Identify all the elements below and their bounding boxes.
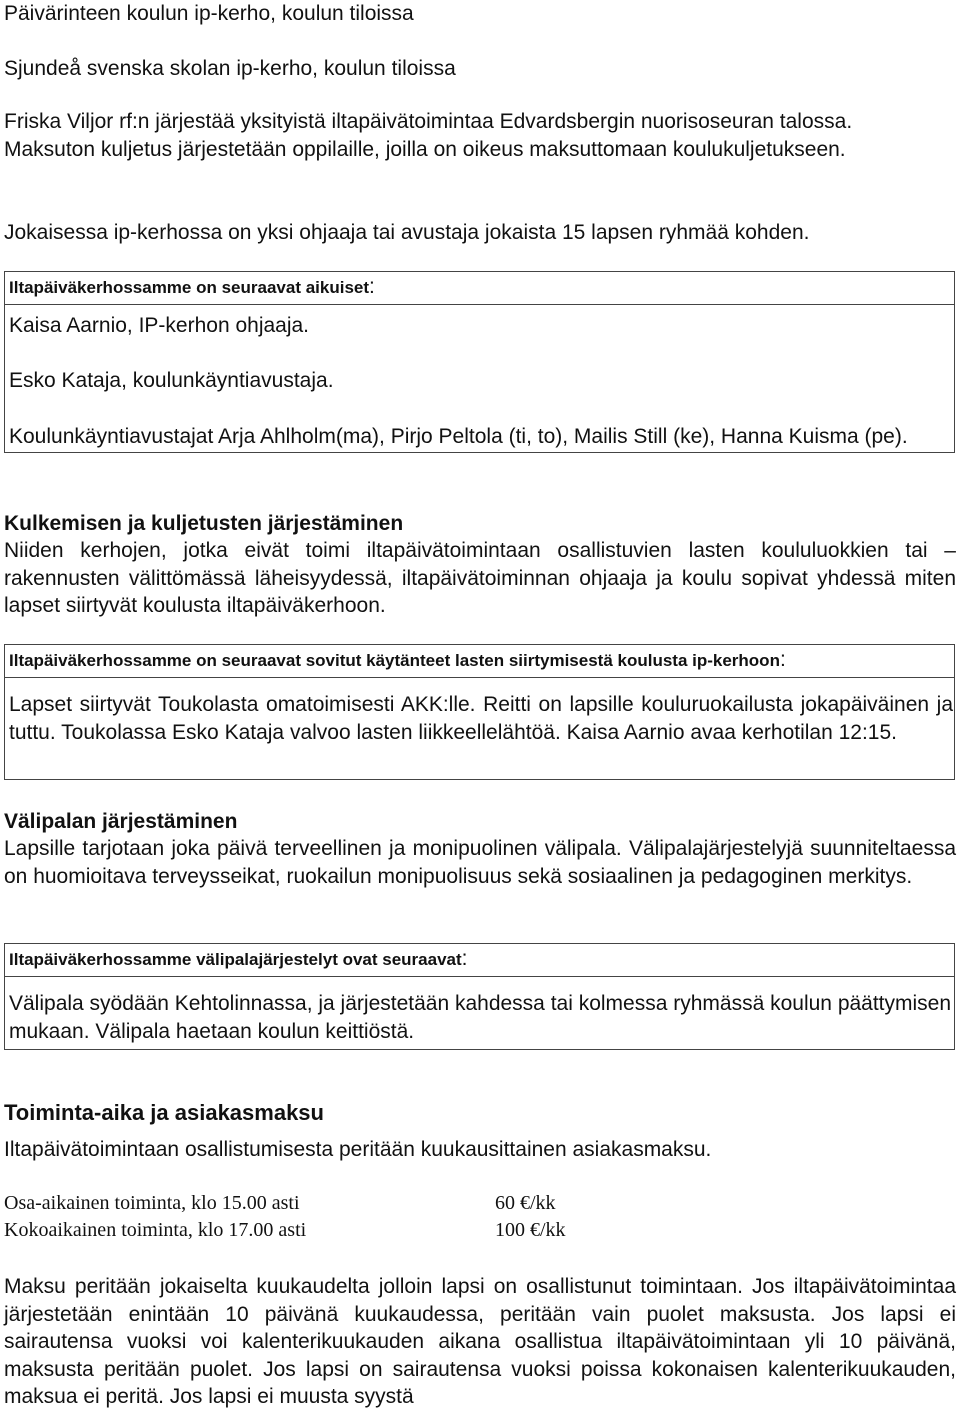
snack-box-title-text: Iltapäiväkerhossamme välipalajärjestelyt ovat seuraavat (9, 950, 462, 969)
fee-table (4, 1190, 566, 1244)
snack-box (4, 943, 955, 1050)
fees-text: Maksu peritään jokaiselta kuukaudelta jolloin lapsi on osallistunut toimintaan. Jos iltapäivätoimintaa järjestetään enintään 10 päivänä kuukaudessa, peritään vain puolet maksusta. Jos lapsi ei sairautensa vuoksi voi kalenterikuukauden aikana osallistua iltapäivätoimintaan yli 10 päivänä, maksusta peritään puolet. Jos lapsi on sairautensa vuoksi poissa kokonaisen kalenterikuukauden, maksua ei peritä. Jos lapsi ei muusta syystä (4, 1275, 956, 1408)
snack-box-text: Välipala syödään Kehtolinnassa, ja järjestetään kahdessa tai kolmessa ryhmässä koulun päättymisen mukaan. Välipala haetaan koulun keittiöstä. (9, 992, 952, 1043)
fees-heading: Toiminta-aika ja asiakasmaksu (4, 1100, 324, 1125)
fee-row-price: 60 €/kk (495, 1192, 556, 1214)
fee-row-price: 100 €/kk (495, 1219, 566, 1241)
snack-text: Lapsille tarjotaan joka päivä terveellinen ja monipuolinen välipala. Välipalajärjestelyjä suunniteltaessa on huomioitava terveysseikat, ruokailun monipuolisuus sekä sosiaalinen ja pedagoginen merkitys. (4, 837, 956, 888)
intro-paragraph-2: Jokaisessa ip-kerhossa on yksi ohjaaja tai avustaja jokaista 15 lapsen ryhmää kohden. (4, 221, 810, 244)
snack-box-title-colon: : (461, 947, 468, 970)
adults-box-title-text: Iltapäiväkerhossamme on seuraavat aikuiset (9, 278, 370, 297)
transport-box (4, 644, 955, 780)
transport-box-title (5, 645, 954, 678)
fee-row-label: Osa-aikainen toiminta, klo 15.00 asti (4, 1192, 300, 1214)
intro-paragraph-1: Friska Viljor rf:n järjestää yksityistä iltapäivätoimintaa Edvardsbergin nuorisoseuran talossa. Maksuton kuljetus järjestetään oppilaille, joilla on oikeus maksuttomaan koulukuljetukseen. (4, 110, 853, 161)
snack-box-title (5, 944, 954, 977)
fee-row (4, 1217, 566, 1244)
transport-box-title-colon: : (779, 648, 786, 671)
adult-item-2: Esko Kataja, koulunkäyntiavustaja. (9, 369, 334, 392)
fee-row-label: Kokoaikainen toiminta, klo 17.00 asti (4, 1219, 307, 1241)
transport-text: Niiden kerhojen, jotka eivät toimi iltapäivätoimintaan osallistuvien lasten koululuokkien tai – rakennusten välittömässä läheisyydessä, iltapäivätoiminnan ohjaaja ja koulu sopivat yhdessä miten lapset siirtyvät koulusta iltapäiväkerhoon. (4, 539, 956, 617)
transport-heading: Kulkemisen ja kuljetusten järjestäminen (4, 512, 404, 535)
fee-row (4, 1190, 566, 1217)
snack-heading: Välipalan järjestäminen (4, 810, 238, 833)
adults-box-title (5, 272, 954, 305)
fees-intro: Iltapäivätoimintaan osallistumisesta peritään kuukausittainen asiakasmaksu. (4, 1138, 712, 1161)
transport-box-title-text: Iltapäiväkerhossamme on seuraavat sovitut käytänteet lasten siirtymisestä koulusta ip-kerhoon (9, 651, 780, 670)
adults-box-title-colon: : (369, 275, 375, 298)
adults-box (4, 271, 955, 453)
adult-item-1: Kaisa Aarnio, IP-kerhon ohjaaja. (9, 314, 310, 337)
intro-line-1: Päivärinteen koulun ip-kerho, koulun tiloissa (4, 2, 414, 25)
intro-line-2: Sjundeå svenska skolan ip-kerho, koulun tiloissa (4, 57, 456, 80)
adult-item-3: Koulunkäyntiavustajat Arja Ahlholm(ma), Pirjo Peltola (ti, to), Mailis Still (ke), Hanna Kuisma (pe). (9, 425, 908, 448)
transport-box-text: Lapset siirtyvät Toukolasta omatoimisesti AKK:lle. Reitti on lapsille kouluruokailusta jokapäiväinen ja tuttu. Toukolassa Esko Kataja valvoo lasten liikkeellelähtöä. Kaisa Aarnio avaa kerhotilan 12:15. (9, 693, 953, 744)
